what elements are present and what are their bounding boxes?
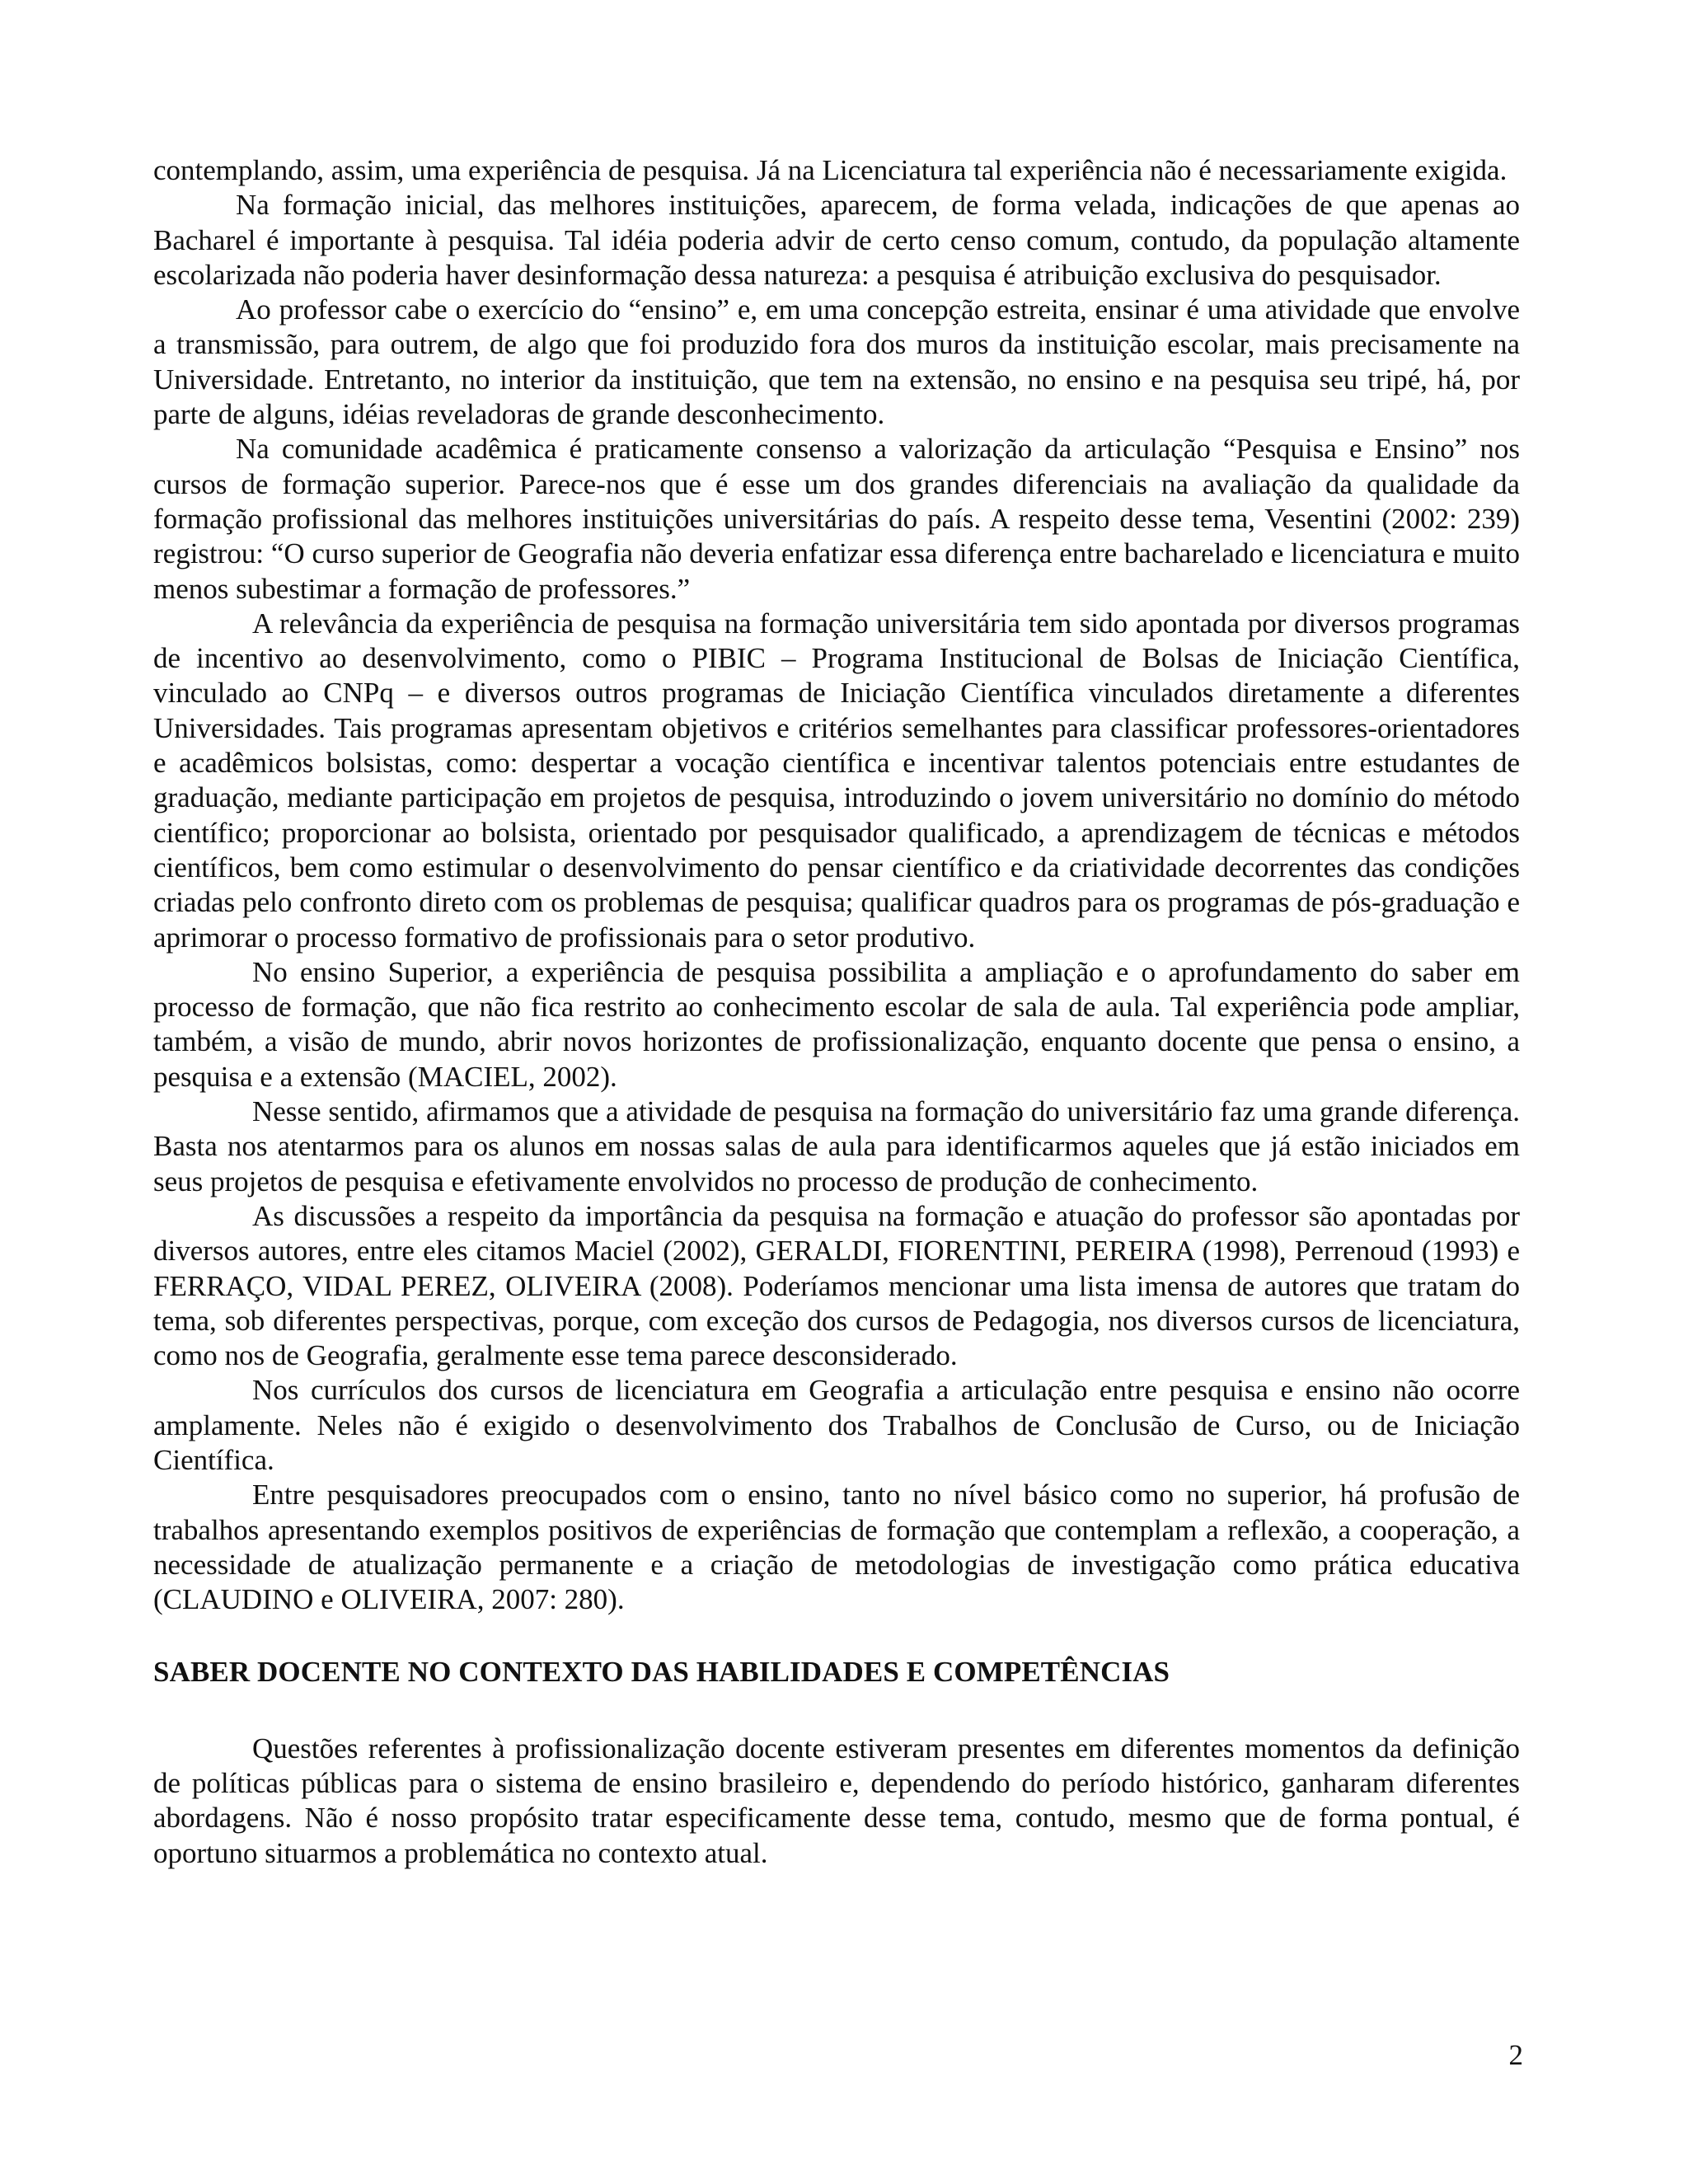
paragraph: Questões referentes à profissionalização docente estiveram presentes em diferentes momentos da definição de políticas públicas para o sistema de ensino brasileiro e, dependendo do período histórico, ganharam diferentes abordagens. Não é nosso propósito tratar especificamente desse tema, contudo, mesmo que de forma pontual, é oportuno situarmos a problemática no contexto atual. xyxy=(153,1732,1520,1869)
paragraph: Na comunidade acadêmica é praticamente consenso a valorização da articulação “Pesquisa e Ensino” nos cursos de formação superior. Parece-nos que é esse um dos grandes diferenciais na avaliação da qualidade da formação profissional das melhores instituições universitárias do país. A respeito desse tema, Vesentini (2002: 239) registrou: “O curso superior de Geografia não deveria enfatizar essa diferença entre bacharelado e licenciatura e muito menos subestimar a formação de professores.” xyxy=(153,433,1520,605)
paragraph: A relevância da experiência de pesquisa na formação universitária tem sido apontada por diversos programas de incentivo ao desenvolvimento, como o PIBIC – Programa Institucional de Bolsas de Iniciação Científica, vinculado ao CNPq – e diversos outros programas de Iniciação Científica vinculados diretamente a diferentes Universidades. Tais programas apresentam objetivos e critérios semelhantes para classificar professores-orientadores e acadêmicos bolsistas, como: despertar a vocação científica e incentivar talentos potenciais entre estudantes de graduação, mediante participação em projetos de pesquisa, introduzindo o jovem universitário no domínio do método científico; proporcionar ao bolsista, orientado por pesquisador qualificado, a aprendizagem de técnicas e métodos científicos, bem como estimular o desenvolvimento do pensar científico e da criatividade decorrentes das condições criadas pelo confronto direto com os problemas de pesquisa; qualificar quadros para os programas de pós-graduação e aprimorar o processo formativo de profissionais para o setor produtivo. xyxy=(153,607,1520,954)
paragraph-continuation: contemplando, assim, uma experiência de pesquisa. Já na Licenciatura tal experiência não é necessariamente exigida. xyxy=(153,154,1507,186)
paragraph: Nos currículos dos cursos de licenciatura em Geografia a articulação entre pesquisa e ensino não ocorre amplamente. Neles não é exigido o desenvolvimento dos Trabalhos de Conclusão de Curso, ou de Iniciação Científica. xyxy=(153,1374,1520,1476)
document-body xyxy=(153,153,1520,1871)
section-heading: SABER DOCENTE NO CONTEXTO DAS HABILIDADES E COMPETÊNCIAS xyxy=(153,1656,1170,1689)
paragraph: Entre pesquisadores preocupados com o ensino, tanto no nível básico como no superior, há profusão de trabalhos apresentando exemplos positivos de experiências de formação que contemplam a reflexão, a cooperação, a necessidade de atualização permanente e a criação de metodologias de investigação como prática educativa (CLAUDINO e OLIVEIRA, 2007: 280). xyxy=(153,1479,1520,1616)
paragraph: As discussões a respeito da importância da pesquisa na formação e atuação do professor são apontadas por diversos autores, entre eles citamos Maciel (2002), GERALDI, FIORENTINI, PEREIRA (1998), Perrenoud (1993) e FERRAÇO, VIDAL PEREZ, OLIVEIRA (2008). Poderíamos mencionar uma lista imensa de autores que tratam do tema, sob diferentes perspectivas, porque, com exceção dos cursos de Pedagogia, nos diversos cursos de licenciatura, como nos de Geografia, geralmente esse tema parece desconsiderado. xyxy=(153,1199,1520,1372)
paragraph: No ensino Superior, a experiência de pesquisa possibilita a ampliação e o aprofundamento do saber em processo de formação, que não fica restrito ao conhecimento escolar de sala de aula. Tal experiência pode ampliar, também, a visão de mundo, abrir novos horizontes de profissionalização, enquanto docente que pensa o ensino, a pesquisa e a extensão (MACIEL, 2002). xyxy=(153,955,1520,1093)
paragraph: Ao professor cabe o exercício do “ensino” e, em uma concepção estreita, ensinar é uma atividade que envolve a transmissão, para outrem, de algo que foi produzido fora dos muros da instituição escolar, mais precisamente na Universidade. Entretanto, no interior da instituição, que tem na extensão, no ensino e na pesquisa seu tripé, há, por parte de alguns, idéias reveladoras de grande desconhecimento. xyxy=(153,293,1520,431)
paragraph: Nesse sentido, afirmamos que a atividade de pesquisa na formação do universitário faz uma grande diferença. Basta nos atentarmos para os alunos em nossas salas de aula para identificarmos aqueles que já estão iniciados em seus projetos de pesquisa e efetivamente envolvidos no processo de produção de conhecimento. xyxy=(153,1095,1520,1197)
page-number: 2 xyxy=(1508,2039,1523,2071)
paragraph: Na formação inicial, das melhores instituições, aparecem, de forma velada, indicações de que apenas ao Bacharel é importante à pesquisa. Tal idéia poderia advir de certo censo comum, contudo, da população altamente escolarizada não poderia haver desinformação dessa natureza: a pesquisa é atribuição exclusiva do pesquisador. xyxy=(153,189,1520,291)
